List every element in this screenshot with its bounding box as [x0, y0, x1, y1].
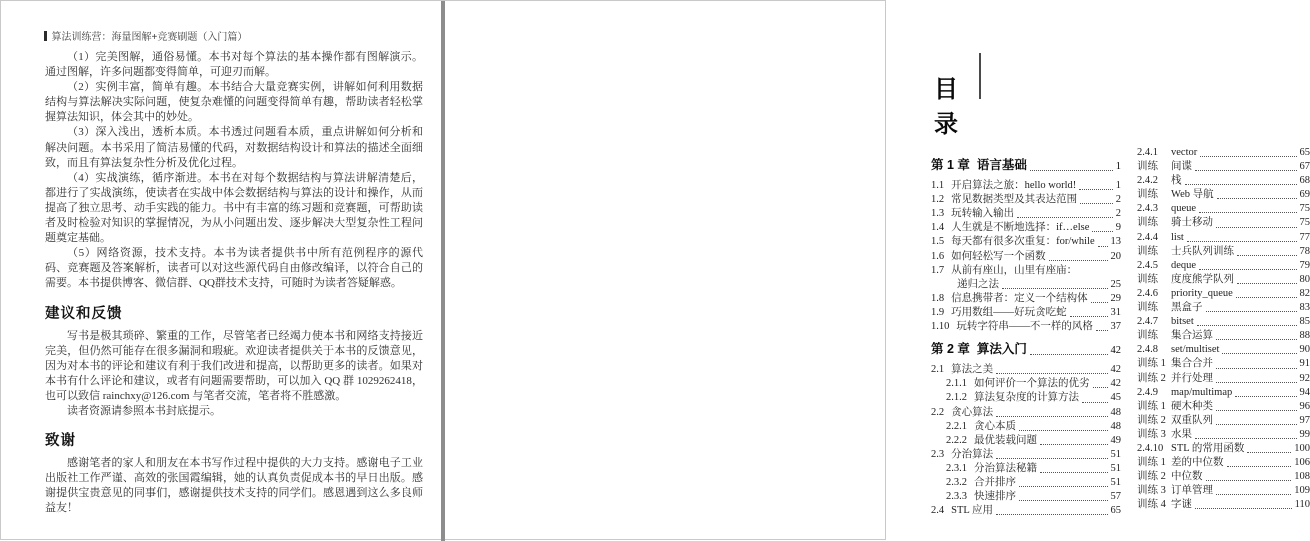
toc-entry-number: 训练 [1137, 216, 1171, 230]
toc-entry-title: 玩转字符串——不一样的风格 [956, 320, 1093, 334]
toc-entry-title: 最优装载问题 [974, 434, 1037, 448]
toc-entry-row [1137, 231, 1310, 245]
toc-entry-number: 2.4.3 [1137, 202, 1171, 216]
dot-leader [1216, 368, 1297, 369]
toc-entry-title: 黑盒子 [1171, 301, 1203, 315]
toc-entry-number: 1.6 [931, 250, 951, 264]
toc-entry-number: 训练 4 [1137, 498, 1171, 512]
toc-entry-row [931, 320, 1121, 334]
dot-leader [1093, 387, 1108, 388]
toc-entry-number: 1.1 [931, 179, 951, 193]
toc-entry-row [1137, 372, 1310, 386]
toc-entry-page: 9 [1116, 221, 1121, 235]
toc-entry-number: 训练 [1137, 160, 1171, 174]
dot-leader [1017, 217, 1113, 218]
toc-entry-row [931, 306, 1121, 320]
toc-entry-row [931, 406, 1121, 420]
preface-paragraph: 感谢笔者的家人和朋友在本书写作过程中提供的大力支持。感谢电子工业出版社工作严谨、高效的张国霞编辑，她的认真负责促成本书的早日出版。感谢提供宝贵意见的同事们，感谢提供技术支持的同学们。感恩遇到这么多良师益友！ [45, 456, 423, 516]
dot-leader [1195, 170, 1297, 171]
toc-entry-title: 语言基础 [977, 158, 1027, 172]
page-left [1, 1, 441, 541]
toc-entry-number: 训练 [1137, 273, 1171, 287]
toc-entry-title: 巧用数组——好玩贪吃蛇 [951, 306, 1067, 320]
dot-leader [1079, 189, 1113, 190]
toc-entry-title: 间谍 [1171, 160, 1192, 174]
toc-entry-page: 108 [1294, 470, 1310, 484]
toc-entry-row [1137, 188, 1310, 202]
toc-entry-row [1137, 245, 1310, 259]
toc-entry-number: 1.8 [931, 292, 951, 306]
toc-column-left [931, 150, 1121, 518]
toc-entry-title: priority_queue [1171, 287, 1233, 301]
toc-entry-row [1137, 428, 1310, 442]
toc-entry-row [946, 490, 1121, 504]
dot-leader [1019, 430, 1108, 431]
dot-leader [1206, 480, 1292, 481]
toc-entry-title: 字谜 [1171, 498, 1192, 512]
dot-leader [1092, 231, 1112, 232]
toc-entry-title: 度度熊学队列 [1171, 273, 1234, 287]
dot-leader [1049, 260, 1108, 261]
toc-entry-title: 递归之法 [931, 278, 999, 292]
toc-entry-page: 82 [1300, 287, 1310, 301]
toc-entry-number: 1.2 [931, 193, 951, 207]
toc-entry-number: 2.3.3 [946, 490, 974, 504]
dot-leader [1195, 508, 1292, 509]
toc-entry-number: 训练 3 [1137, 428, 1171, 442]
toc-entry-row [931, 235, 1121, 249]
toc-entry-row [1137, 287, 1310, 301]
toc-entry-page: 1 [1116, 179, 1121, 193]
toc-entry-row [946, 391, 1121, 405]
toc-entry-number: 训练 [1137, 301, 1171, 315]
toc-entry-row [1137, 329, 1310, 343]
dot-leader [1199, 212, 1296, 213]
toc-entry-row [946, 476, 1121, 490]
toc-entry-page: 90 [1300, 343, 1310, 357]
dot-leader [1030, 170, 1113, 171]
running-header [44, 28, 424, 43]
toc-chapter-row [931, 342, 1121, 358]
toc-entry-number: 训练 2 [1137, 414, 1171, 428]
toc-entry-row [1137, 386, 1310, 400]
toc-entry-page: 25 [1111, 278, 1122, 292]
toc-entry-row [931, 221, 1121, 235]
toc-entry-page: 37 [1111, 320, 1122, 334]
toc-entry-title: vector [1171, 146, 1197, 160]
toc-entry-title: 订单管理 [1171, 484, 1213, 498]
toc-entry-page: 51 [1111, 448, 1122, 462]
toc-entry-row [946, 462, 1121, 476]
toc-entry-number: 训练 [1137, 329, 1171, 343]
toc-entry-page: 65 [1111, 504, 1122, 518]
toc-entry-number: 1.5 [931, 235, 951, 249]
toc-entry-number: 第 1 章 [931, 158, 977, 172]
header-bar-icon [44, 31, 47, 41]
toc-entry-row [1137, 357, 1310, 371]
toc-entry-number: 1.4 [931, 221, 951, 235]
dot-leader [1236, 297, 1297, 298]
toc-column-right [1137, 146, 1310, 512]
toc-entry-number: 训练 [1137, 245, 1171, 259]
toc-entry-number: 训练 1 [1137, 400, 1171, 414]
dot-leader [996, 514, 1107, 515]
toc-entry-title: 算法复杂度的计算方法 [974, 391, 1079, 405]
dot-leader [1222, 353, 1296, 354]
toc-entry-number: 训练 3 [1137, 484, 1171, 498]
toc-entry-number: 2.2.1 [946, 420, 974, 434]
toc-entry-row [1137, 470, 1310, 484]
toc-entry-page: 75 [1300, 202, 1310, 216]
toc-entry-row [1137, 442, 1310, 456]
toc-entry-page: 49 [1111, 434, 1122, 448]
toc-entry-row [931, 504, 1121, 518]
toc-entry-title: 分治算法秘籍 [974, 462, 1037, 476]
toc-entry-title: Web 导航 [1171, 188, 1214, 202]
dot-leader [1227, 466, 1292, 467]
toc-entry-row [1137, 315, 1310, 329]
toc-entry-number: 2.3 [931, 448, 951, 462]
preface-paragraph: （4）实战演练，循序渐进。本书在对每个数据结构与算法讲解清楚后，都进行了实战演练，使读者在实战中体会数据结构与算法的设计和操作，从而提高了独立思考、动手实践的能力。书中有丰富的练习题和竞赛题，可帮助读者及时检验对知识的掌握情况，为从小问题出发、逐步解决大型复杂性工程问题奠定基础。 [45, 171, 423, 246]
toc-entry-page: 88 [1300, 329, 1310, 343]
toc-entry-page: 106 [1294, 456, 1310, 470]
dot-leader [1216, 339, 1297, 340]
dot-leader [1216, 410, 1297, 411]
dot-leader [1235, 396, 1296, 397]
page-right [445, 1, 885, 541]
toc-entry-number: 2.4.8 [1137, 343, 1171, 357]
dot-leader [1195, 438, 1297, 439]
toc-entry-number: 2.1.2 [946, 391, 974, 405]
dot-leader [1040, 472, 1108, 473]
toc-entry-page: 97 [1300, 414, 1310, 428]
toc-entry-row [1137, 400, 1310, 414]
toc-entry-title: 贪心算法 [951, 406, 993, 420]
toc-entry-title: 人生就是不断地选择：if…else [951, 221, 1089, 235]
toc-entry-page: 99 [1300, 428, 1310, 442]
toc-entry-title: 水果 [1171, 428, 1192, 442]
toc-entry-row [1137, 414, 1310, 428]
dot-leader [1185, 184, 1297, 185]
toc-entry-row [931, 179, 1121, 193]
toc-entry-title: 如何轻松写一个函数 [951, 250, 1046, 264]
dot-leader [1070, 316, 1108, 317]
dot-leader [1019, 500, 1108, 501]
toc-entry-row [931, 193, 1121, 207]
toc-entry-row [931, 250, 1121, 264]
toc-entry-page: 13 [1111, 235, 1122, 249]
toc-entry-page: 45 [1111, 391, 1122, 405]
dot-leader [1197, 325, 1297, 326]
toc-entry-page: 109 [1294, 484, 1310, 498]
preface-paragraph: （5）网络资源，技术支持。本书为读者提供书中所有范例程序的源代码、竞赛题及答案解析，读者可以对这些源代码自由修改编译，以符合自己的需要。本书提供博客、微信群、QQ群技术支持，可随时为读者答疑解惑。 [45, 246, 423, 291]
toc-entry-row [1137, 174, 1310, 188]
toc-entry-title: 信息携带者：定义一个结构体 [951, 292, 1088, 306]
toc-entry-page: 48 [1111, 420, 1122, 434]
dot-leader [1080, 203, 1113, 204]
toc-entry-page: 20 [1111, 250, 1122, 264]
toc-entry-row [1137, 259, 1310, 273]
toc-entry-page: 83 [1300, 301, 1310, 315]
toc-entry-number: 2.4.7 [1137, 315, 1171, 329]
toc-entry-title: 骑士移动 [1171, 216, 1213, 230]
toc-entry-number: 训练 2 [1137, 470, 1171, 484]
toc-entry-title: STL 应用 [951, 504, 993, 518]
dot-leader [1098, 246, 1108, 247]
toc-entry-page: 69 [1300, 188, 1310, 202]
toc-entry-page: 51 [1111, 462, 1122, 476]
section-heading: 建议和反馈 [45, 302, 423, 323]
dot-leader [1199, 269, 1296, 270]
toc-entry-title: deque [1171, 259, 1196, 273]
toc-entry-row [1137, 456, 1310, 470]
toc-entry-number: 2.4.2 [1137, 174, 1171, 188]
toc-entry-row [946, 434, 1121, 448]
preface-paragraph: （1）完美图解，通俗易懂。本书对每个算法的基本操作都有图解演示。通过图解，许多问题都变得简单，可迎刃而解。 [45, 50, 423, 80]
toc-entry-title: 栈 [1171, 174, 1182, 188]
toc-entry-row [946, 377, 1121, 391]
toc-entry-row [931, 278, 1121, 292]
dot-leader [1237, 255, 1297, 256]
toc-entry-number: 1.9 [931, 306, 951, 320]
dot-leader [1200, 156, 1296, 157]
preface-content [45, 50, 423, 516]
toc-entry-row [1137, 343, 1310, 357]
toc-entry-title: list [1171, 231, 1184, 245]
toc-entry-title: 贪心本质 [974, 420, 1016, 434]
toc-entry-page: 77 [1300, 231, 1310, 245]
toc-entry-page: 2 [1116, 207, 1121, 221]
toc-entry-row [1137, 146, 1310, 160]
toc-entry-title: 开启算法之旅：hello world! [951, 179, 1076, 193]
toc-entry-page: 48 [1111, 406, 1122, 420]
dot-leader [1216, 382, 1297, 383]
toc-entry-page: 68 [1300, 174, 1310, 188]
toc-entry-title: 如何评价一个算法的优劣 [974, 377, 1090, 391]
toc-entry-page: 78 [1300, 245, 1310, 259]
toc-entry-title: 常见数据类型及其表达范围 [951, 193, 1077, 207]
toc-entry-title: 每天都有很多次重复：for/while [951, 235, 1095, 249]
dot-leader [1216, 424, 1297, 425]
toc-entry-row [1137, 498, 1310, 512]
toc-entry-title: queue [1171, 202, 1196, 216]
dot-leader [1030, 354, 1108, 355]
dot-leader [1091, 302, 1108, 303]
toc-entry-number: 2.3.1 [946, 462, 974, 476]
toc-entry-row [931, 207, 1121, 221]
toc-entry-page: 42 [1111, 344, 1122, 358]
dot-leader [1216, 494, 1291, 495]
toc-entry-page: 96 [1300, 400, 1310, 414]
toc-entry-title: 中位数 [1171, 470, 1203, 484]
toc-entry-page: 31 [1111, 306, 1122, 320]
toc-entry-number: 1.10 [931, 320, 956, 334]
toc-entry-title: 集合运算 [1171, 329, 1213, 343]
toc-entry-title: 算法之美 [951, 363, 993, 377]
toc-entry-number: 2.4.6 [1137, 287, 1171, 301]
toc-entry-number: 2.4.5 [1137, 259, 1171, 273]
dot-leader [1237, 283, 1297, 284]
toc-entry-row [1137, 202, 1310, 216]
toc-entry-row [946, 420, 1121, 434]
toc-entry-row [1137, 484, 1310, 498]
preface-paragraph: （3）深入浅出，透析本质。本书透过问题看本质，重点讲解如何分析和解决问题。本书采用了简洁易懂的代码，对数据结构设计和算法的描述全面细致，而且有算法复杂性分析及优化过程。 [45, 125, 423, 170]
toc-entry-title: 差的中位数 [1171, 456, 1224, 470]
section-heading: 致谢 [45, 429, 423, 450]
toc-entry-row [1137, 160, 1310, 174]
dot-leader [996, 373, 1107, 374]
toc-entry-page: 91 [1300, 357, 1310, 371]
preface-paragraph: 写书是极其琐碎、繁重的工作，尽管笔者已经竭力使本书和网络支持接近完美，但仍然可能存在很多漏洞和瑕疵。欢迎读者提供关于本书的反馈意见，因为对本书的评论和建议有利于我们改进和提高，以帮助更多的读者。如果对本书有什么评论和建议，或者有问题需要帮助，可以加入 QQ 群 1029262418，也可以致信 rainchxy@126.com 与笔者交流，笔者将不胜感激。 [45, 329, 423, 404]
toc-entry-number: 训练 2 [1137, 372, 1171, 386]
toc-entry-title: 士兵队列训练 [1171, 245, 1234, 259]
toc-entry-page: 42 [1111, 377, 1122, 391]
toc-title: 目录 [934, 69, 960, 139]
toc-entry-title: 双重队列 [1171, 414, 1213, 428]
toc-entry-title: 并行处理 [1171, 372, 1213, 386]
toc-entry-number: 1.3 [931, 207, 951, 221]
toc-entry-title: 从前有座山，山里有座庙： [951, 264, 1077, 278]
toc-chapter-row [931, 158, 1121, 174]
dot-leader [1040, 444, 1108, 445]
toc-entry-page: 85 [1300, 315, 1310, 329]
toc-entry-page: 1 [1116, 160, 1121, 174]
dot-leader [1082, 402, 1108, 403]
toc-entry-title: set/multiset [1171, 343, 1219, 357]
toc-entry-number: 1.7 [931, 264, 951, 278]
dot-leader [1217, 198, 1297, 199]
toc-entry-number: 2.4.1 [1137, 146, 1171, 160]
toc-entry-number: 2.1 [931, 363, 951, 377]
dot-leader [1216, 227, 1297, 228]
toc-entry-page: 57 [1111, 490, 1122, 504]
toc-entry-row [1137, 216, 1310, 230]
toc-entry-page: 110 [1295, 498, 1310, 512]
toc-entry-number: 2.4.9 [1137, 386, 1171, 400]
toc-entry-row [931, 264, 1121, 278]
toc-entry-page: 100 [1294, 442, 1310, 456]
toc-entry-page: 79 [1300, 259, 1310, 273]
toc-entry-page: 42 [1111, 363, 1122, 377]
toc-entry-number: 第 2 章 [931, 342, 977, 356]
toc-entry-title: bitset [1171, 315, 1194, 329]
toc-entry-number: 2.1.1 [946, 377, 974, 391]
dot-leader [996, 416, 1107, 417]
dot-leader [1096, 330, 1108, 331]
toc-entry-number: 训练 1 [1137, 357, 1171, 371]
toc-entry-page: 67 [1300, 160, 1310, 174]
toc-entry-page: 75 [1300, 216, 1310, 230]
toc-entry-page: 94 [1300, 386, 1310, 400]
preface-paragraph: （2）实例丰富，简单有趣。本书结合大量竞赛实例，讲解如何利用数据结构与算法解决实际问题，使复杂难懂的问题变得简单有趣，帮助读者轻松掌握算法知识，体会其中的妙处。 [45, 80, 423, 125]
toc-entry-row [931, 292, 1121, 306]
toc-entry-row [931, 448, 1121, 462]
toc-entry-number: 2.2.2 [946, 434, 974, 448]
toc-entry-page: 2 [1116, 193, 1121, 207]
toc-entry-page: 80 [1300, 273, 1310, 287]
toc-entry-title: 玩转输入输出 [951, 207, 1014, 221]
toc-entry-page: 65 [1300, 146, 1310, 160]
toc-entry-title: STL 的常用函数 [1171, 442, 1244, 456]
dot-leader [1247, 452, 1291, 453]
toc-entry-title: map/multimap [1171, 386, 1232, 400]
toc-entry-number: 2.4.4 [1137, 231, 1171, 245]
dot-leader [1002, 288, 1108, 289]
toc-entry-number: 2.3.2 [946, 476, 974, 490]
toc-entry-title: 分治算法 [951, 448, 993, 462]
running-header-text: 算法训练营：海量图解+竞赛刷题（入门篇） [52, 28, 248, 43]
toc-entry-title: 硬木种类 [1171, 400, 1213, 414]
dot-leader [1187, 241, 1297, 242]
dot-leader [1206, 311, 1297, 312]
toc-entry-row [1137, 301, 1310, 315]
toc-entry-row [1137, 273, 1310, 287]
toc-entry-page: 51 [1111, 476, 1122, 490]
toc-entry-page: 29 [1111, 292, 1122, 306]
toc-title-rule [979, 53, 981, 99]
toc-entry-number: 训练 [1137, 188, 1171, 202]
dot-leader [996, 458, 1107, 459]
toc-entry-page: 92 [1300, 372, 1310, 386]
toc-entry-number: 2.4.10 [1137, 442, 1171, 456]
toc-entry-number: 训练 1 [1137, 456, 1171, 470]
toc-entry-title: 快速排序 [974, 490, 1016, 504]
dot-leader [1019, 486, 1108, 487]
toc-entry-title: 集合合并 [1171, 357, 1213, 371]
toc-entry-number: 2.4 [931, 504, 951, 518]
toc-entry-title: 算法入门 [977, 342, 1027, 356]
toc-entry-number: 2.2 [931, 406, 951, 420]
toc-entry-row [931, 363, 1121, 377]
toc-entry-title: 合并排序 [974, 476, 1016, 490]
preface-paragraph: 读者资源请参照本书封底提示。 [45, 404, 423, 419]
